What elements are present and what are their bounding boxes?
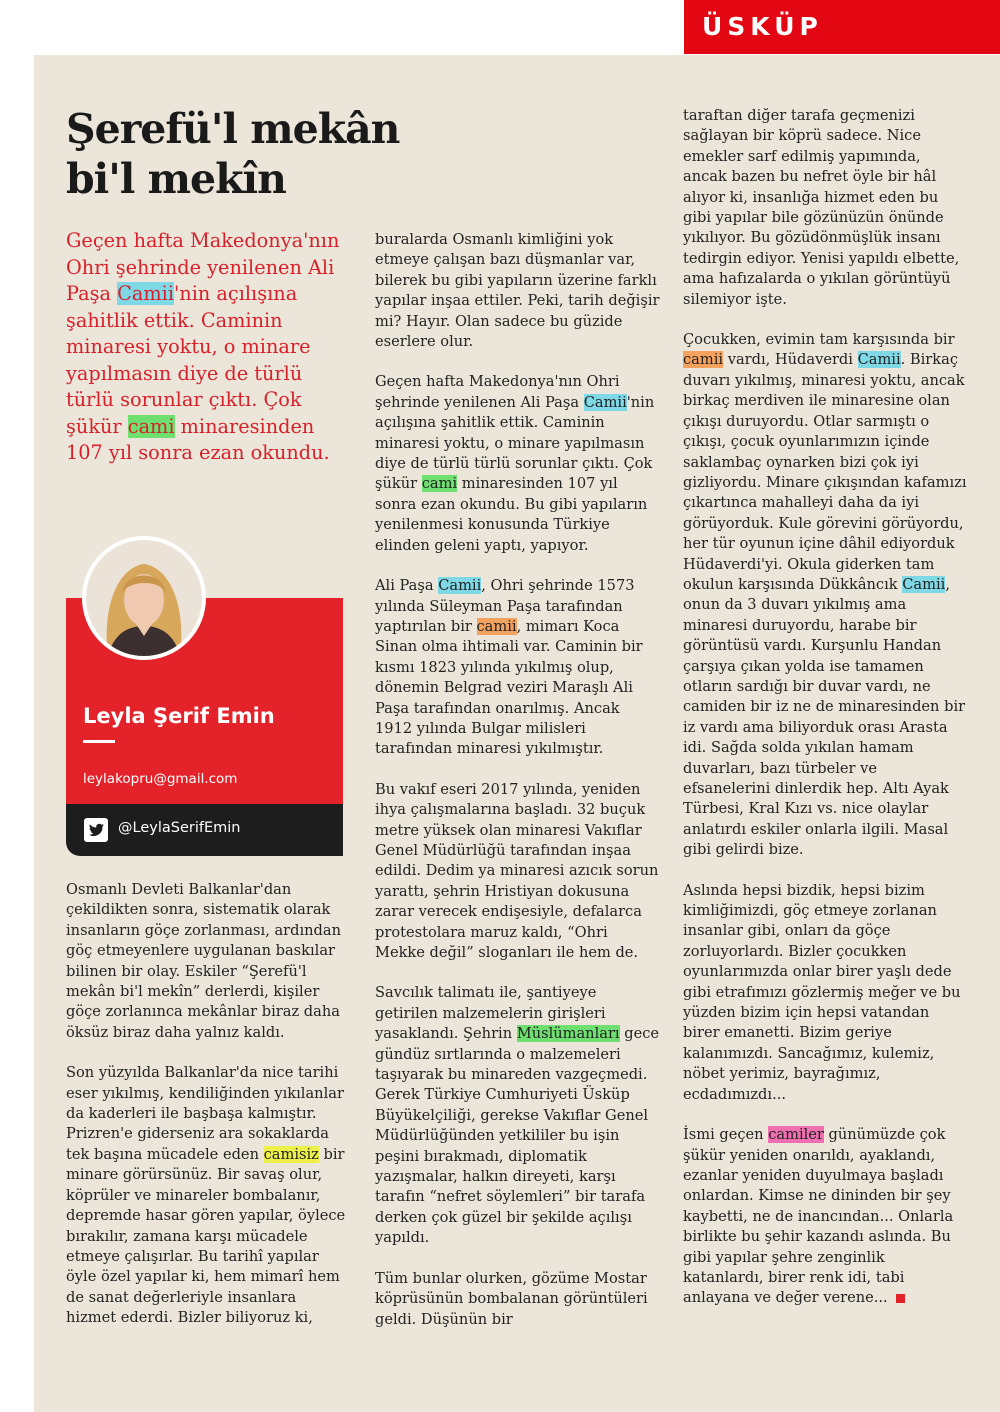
highlight-cyan: Camii bbox=[117, 282, 174, 305]
paragraph-text: Çocukken, evimin tam karşısında bir bbox=[683, 331, 955, 349]
paragraph: Tüm bunlar olurken, gözüme Mostar köprüsünün bombalanan görüntüleri geldi. Düşünün bir bbox=[375, 1269, 648, 1328]
highlight-cyan: Camii bbox=[583, 393, 627, 411]
section-tab: ÜSKÜP bbox=[684, 0, 1000, 54]
title-line-2: bi'l mekîn bbox=[66, 155, 286, 203]
highlight-cyan: Camii bbox=[902, 575, 946, 593]
highlight-cyan: Camii bbox=[438, 577, 482, 595]
article-column-1 bbox=[66, 880, 350, 1349]
highlight-green: cami bbox=[127, 414, 175, 438]
paragraph-text: minaresinden 107 yıl sonra ezan okundu. Bu gibi yapıların yenilenmesi konusunda Türkiye elinden geleni yaptı, yapıyor. bbox=[375, 475, 648, 554]
paragraph-text: , Ohri şehrinde 1573 yılında Süleyman Paşa tarafından yaptırılan bir bbox=[375, 577, 635, 635]
paragraph bbox=[683, 1125, 968, 1309]
paragraph-text: Geçen hafta Makedonya'nın Ohri şehrinde yenilenen Ali Paşa bbox=[375, 373, 620, 411]
author-portrait-icon bbox=[86, 540, 202, 656]
paragraph bbox=[683, 330, 968, 861]
lede-paragraph bbox=[66, 228, 346, 467]
author-name: Leyla Şerif Emin bbox=[83, 704, 275, 728]
author-divider bbox=[83, 740, 115, 743]
paragraph-text: Ali Paşa bbox=[375, 577, 439, 595]
paragraph-text: , mimarı Koca Sinan olma ihtimali var. Caminin bir kısmı 1823 yılında yıkılmış olup, dönemin Belgrad veziri Maraşlı Ali Paşa tarafından onarılmış. Ancak 1912 yılında Bulgar milisleri tarafından minaresi yıkılmıştır. bbox=[375, 617, 643, 758]
highlight-yellow: camisiz bbox=[263, 1145, 319, 1163]
twitter-handle[interactable]: @LeylaSerifEmin bbox=[118, 820, 241, 836]
end-of-article-icon bbox=[896, 1294, 905, 1303]
paragraph-text: Son yüzyılda Balkanlar'da nice tarihi eser yıkılmış, kendiliğinden yıkılanlar da kaderleri ile başbaşa kalmıştır. Prizren'e giderseniz ara sokaklarda tek başına mücadele eden bbox=[66, 1064, 344, 1163]
article-title bbox=[66, 104, 406, 204]
paragraph-text: vardı, Hüdaverdi bbox=[723, 351, 858, 369]
paragraph-text: Savcılık talimatı ile, şantiyeye getirilen malzemelerin girişleri yasaklandı. Şehrin bbox=[375, 984, 606, 1043]
paragraph-text: gece gündüz sırtlarında o malzemeleri taşıyarak bu minareden vazgeçmedi. Gerek Türkiye Cumhuriyeti Üsküp Büyükelçiliği, gerekse Vakıflar Genel Müdürlüğünden yetkililer bu işin peşini bırakmadı, diplomatik yazışmalar, halkın direyeti, karşı tarafın “nefret söylemleri” bir tarafa derken çok güzel bir şekilde açılışı yapıldı. bbox=[375, 1025, 660, 1247]
paragraph: Aslında hepsi bizdik, hepsi bizim kimliğimizdi, göç etmeye zorlanan insanlar gibi, onları da göçe zorluyorlardı. Bizler çocukken oyunlarımızda onlar birer yaşlı dede gibi etrafımızı gözlermiş meğer ve bu yüzden bizim için hepsi vatandan birer emanetti. Bizim geriye kalanımızdı. Sancağımız, kulemiz, nöbet yerimiz, bayrağımız, ecdadımızdı... bbox=[683, 881, 961, 1103]
lede-text: minaresinden 107 yıl sonra ezan okundu. bbox=[66, 414, 330, 464]
paragraph-text: , onun da 3 duvarı yıkılmış ama minaresi duruyordu, harabe bir görüntüsü vardı. Kurşunlu Handan çarşıya çıkan yolda ise tamamen otların sardığı bir duvar vardı, ne camiden bir iz ne de minaresinden bir iz vardı ama biliyorduk orası Arasta idi. Sağda solda yıkılan hamam duvarları, bazı türbeler ve efsanelerini dinlerdik hep. Altı Ayak Türbesi, Kral Kızı vs. nice olaylar anlatırdı eskiler onlarla ilgili. Masal gibi gelirdi bize. bbox=[683, 575, 966, 859]
author-avatar bbox=[82, 536, 206, 660]
paragraph: Bu vakıf eseri 2017 yılında, yeniden ihya çalışmalarına başladı. 32 buçuk metre yüksek olan minaresi Vakıflar Genel Müdürlüğü tarafından inşaa edildi. Dedim ya minaresi azıcık sorun yarattı, şehrin Hristiyan dokusuna zarar verecek endişesiyle, defalarca protestolara maruz kaldı, “Ohri Mekke değil” sloganları ile hem de. bbox=[375, 780, 659, 961]
paragraph bbox=[66, 1063, 350, 1328]
article-column-3 bbox=[683, 106, 968, 1329]
highlight-cyan: Camii bbox=[857, 351, 901, 369]
author-email[interactable]: leylakopru@gmail.com bbox=[83, 771, 238, 787]
title-line-1: Şerefü'l mekân bbox=[66, 105, 400, 153]
highlight-orange: camii bbox=[683, 351, 724, 369]
highlight-green: cami bbox=[421, 475, 458, 493]
highlight-pink: camiler bbox=[768, 1126, 824, 1144]
paragraph-text: günümüzde çok şükür yeniden onarıldı, ayaklandı, ezanlar yeniden duyulmaya başladı onlardan. Kimse ne dininden bir şey kaybetti, ne de inancından... Onlarla birlikte bu şehir kazandı aslında. Bu gibi yapılar şehre zenginlik katanlardı, birer renk idi, tabi anlayana ve değer verene... bbox=[683, 1126, 954, 1307]
highlight-green: Müslümanları bbox=[516, 1025, 620, 1043]
article-column-2 bbox=[375, 230, 660, 1350]
twitter-bird-icon bbox=[84, 818, 108, 842]
paragraph: buralarda Osmanlı kimliğini yok etmeye çalışan bazı düşmanlar var, bilerek bu gibi yapıların üzerine farklı yapılar inşaa ettiler. Peki, tarih değişir mi? Hayır. Olan sadece bu güzide eserlere olur. bbox=[375, 231, 660, 351]
paragraph: Osmanlı Devleti Balkanlar'dan çekildikten sonra, sistematik olarak insanların göçe zorlanması, ardından göç etmeyenlere uygulanan baskılar bilinen bir olay. Eskiler “Şerefü'l mekân bi'l mekîn” derlerdi, kişiler göçe zorlanınca mekânlar biraz daha öksüz biraz daha yalnız kaldı. bbox=[66, 881, 342, 1041]
paragraph bbox=[375, 983, 660, 1248]
lede-text: Geçen hafta Makedonya'nın Ohri şehrinde yenilenen Ali Paşa bbox=[66, 229, 340, 305]
lede-text: 'nin açılışına şahitlik ettik. Caminin minaresi yoktu, o minare yapılmasın diye de türlü türlü sorunlar çıktı. Çok şükür bbox=[66, 282, 311, 438]
highlight-orange: camii bbox=[476, 617, 517, 635]
paragraph-text: İsmi geçen bbox=[683, 1126, 769, 1144]
paragraph-text: . Birkaç duvarı yıkılmış, minaresi yoktu, ancak birkaç merdiven ile minaresine olan çıkışı duruyordu. Otlar sarmıştı o çıkışı, çocuk oyunlarımızın içinde saklambaç oynarken bizi çok iyi gizliyordu. Minare çıkışından kafamızı çıkartınca mahalleyi daha da iyi görüyorduk. Kule görevini görüyordu, her tür oyunun içine dâhil ediyorduk Hüdaverdi'yi. Okula giderken tam okulun karşısında Dükkâncık bbox=[683, 351, 967, 593]
paragraph-text: 'nin açılışına şahitlik ettik. Caminin minaresi yoktu, o minare yapılmasın diye de türlü türlü sorunlar çıktı. Çok şükür bbox=[375, 393, 655, 493]
paragraph bbox=[375, 576, 660, 760]
paragraph-text: bir minare görürsünüz. Bir savaş olur, köprüler ve minareler bombalanır, depremde hasar gören yapılar, öylece bırakılır, zamana karşı mücadele etmeye çalışırlar. Bu tarihî yapılar öyle özel yapılar ki, hem mimarî hem de sanat değerleriyle insanlara hizmet ederdi. Bizler biliyoruz ki, bbox=[66, 1145, 346, 1327]
paragraph: taraftan diğer tarafa geçmenizi sağlayan bir köprü sadece. Nice emekler sarf edilmiş yapımında, ancak bazen bu nefret öyle bir hâl alıyor ki, insanlığa hizmet eden bu gibi yapılar bile gözünüzün önünde yıkılıyor. Bu gözüdönmüşlük insanı tedirgin ediyor. Yenisi yapıldı elbette, ama hafızalarda o yıkılan görüntüyü silemiyor işte. bbox=[683, 107, 960, 308]
paragraph bbox=[375, 372, 660, 556]
